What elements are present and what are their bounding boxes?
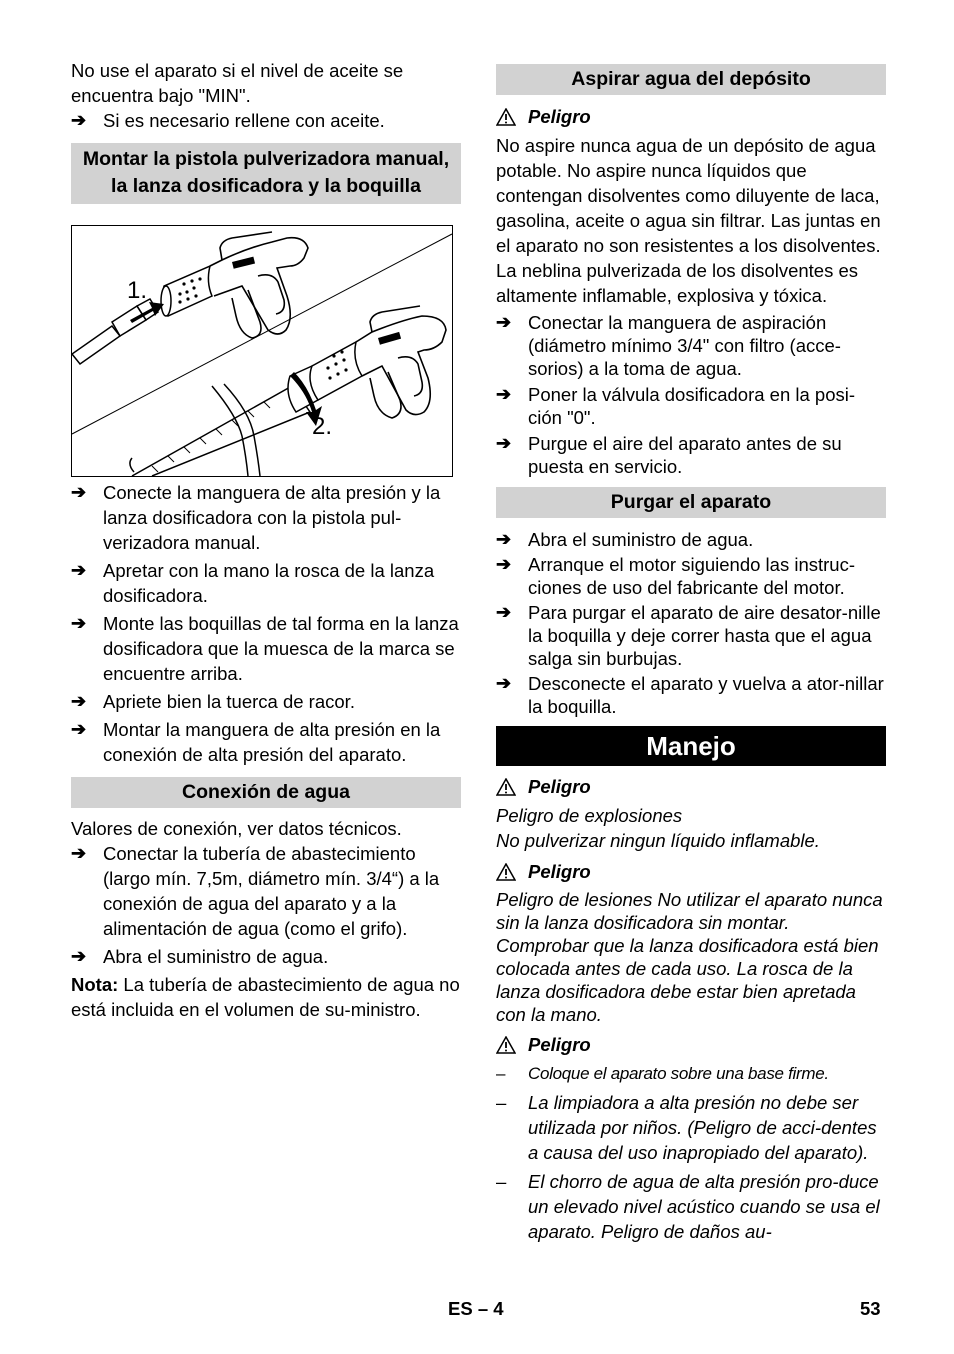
danger-heading: Peligro <box>496 859 886 884</box>
arrow-icon: ➔ <box>71 946 87 966</box>
danger-heading: Peligro <box>496 774 886 799</box>
connection-values-text: Valores de conexión, ver datos técnicos. <box>71 818 402 839</box>
list-item: ➔ Apretar con la mano la rosca de la lanza dosificadora. <box>71 560 435 606</box>
arrow-icon: ➔ <box>71 719 87 739</box>
explosion-warning-text: Peligro de explosiones No pulverizar ningun líquido inflamable. <box>496 805 820 851</box>
list-item: ➔ Purgue el aire del aparato antes de su puesta en servicio. <box>496 433 842 477</box>
arrow-icon: ➔ <box>496 529 512 549</box>
list-item: – El chorro de agua de alta presión pro-duce un elevado nivel acústico cuando se usa el aparato. Peligro de daños au- <box>496 1171 880 1242</box>
arrow-icon: ➔ <box>71 560 87 580</box>
list-item: ➔ Monte las boquillas de tal forma en la lanza dosificadora que la muesca de la marca se encuentre arriba. <box>71 613 459 684</box>
section-heading-mount: Montar la pistola pulverizadora manual, la lanza dosificadora y la boquilla <box>71 143 461 204</box>
arrow-icon: ➔ <box>71 482 87 502</box>
oil-level-text: No use el aparato si el nivel de aceite se encuentra bajo "MIN". <box>71 60 404 106</box>
right-column <box>496 64 886 1244</box>
danger-heading: Peligro <box>496 104 886 129</box>
refill-oil-bullet: ➔ Si es necesario rellene con aceite. <box>71 110 385 131</box>
list-item: ➔ Conecte la manguera de alta presión y la lanza dosificadora con la pistola pul-verizadora manual. <box>71 482 441 553</box>
section-heading-suction: Aspirar agua del depósito <box>496 64 886 95</box>
note-paragraph: Nota: La tubería de abastecimiento de agua no está incluida en el volumen de su-ministro. <box>71 974 460 1020</box>
arrow-icon: ➔ <box>71 691 87 711</box>
arrow-icon: ➔ <box>496 384 512 404</box>
list-item: ➔ Abra el suministro de agua. <box>71 946 329 967</box>
suction-warning-text: No aspire nunca agua de un depósito de agua potable. No aspire nunca líquidos que contengan disolventes como diluyente de laca, gasolina, aceite o agua sin filtrar. Las juntas en el aparato no son resistentes a los disolventes. La neblina pulverizada de los disolventes es altamente inflamable, explosiva y tóxica. <box>496 135 881 306</box>
list-item: ➔ Montar la manguera de alta presión en la conexión de alta presión del aparato. <box>71 719 441 765</box>
danger-heading: Peligro <box>496 1032 886 1057</box>
spray-gun-illustration <box>72 226 452 476</box>
arrow-icon: ➔ <box>496 673 512 693</box>
footer-section-label: ES – 4 <box>448 1298 504 1319</box>
list-item: ➔ Arranque el motor siguiendo las instruc-ciones de uso del fabricante del motor. <box>496 554 855 598</box>
left-column <box>71 58 461 1022</box>
list-item: – Coloque el aparato sobre una base firme. <box>496 1064 829 1083</box>
note-label: Nota: <box>71 974 119 995</box>
list-item: ➔ Conectar la tubería de abastecimiento (largo mín. 7,5m, diámetro mín. 3/4“) a la conexión de agua del aparato y a la alimentación de agua (como el grifo). <box>71 843 440 939</box>
warning-triangle-icon <box>496 863 516 881</box>
section-heading-purge: Purgar el aparato <box>496 487 886 518</box>
list-item: ➔ Para purgar el aparato de aire desator-nille la boquilla y deje correr hasta que el agua salga sin burbujas. <box>496 602 881 669</box>
warning-triangle-icon <box>496 778 516 796</box>
arrow-icon: ➔ <box>71 613 87 633</box>
warning-triangle-icon <box>496 108 516 126</box>
arrow-icon: ➔ <box>496 312 512 332</box>
list-item: ➔ Conectar la manguera de aspiración (diámetro mínimo 3/4" con filtro (acce-sorios) a la toma de agua. <box>496 312 841 379</box>
list-item: ➔ Apriete bien la tuerca de racor. <box>71 691 355 712</box>
warning-triangle-icon <box>496 1036 516 1054</box>
arrow-icon: ➔ <box>496 433 512 453</box>
list-item: ➔ Poner la válvula dosificadora en la posi-ción "0". <box>496 384 856 428</box>
arrow-icon: ➔ <box>71 843 87 863</box>
step-1-label: 1. <box>127 277 148 304</box>
injury-warning-text: Peligro de lesiones No utilizar el aparato nunca sin la lanza dosificadora sin montar. Comprobar que la lanza dosificadora está bien colocada antes de cada uso. La rosca de la lanza dosificadora debe estar bien apretada con la mano. <box>496 889 883 1025</box>
list-item: ➔ Abra el suministro de agua. <box>496 529 754 550</box>
step-2-label: 2. <box>312 413 333 440</box>
arrow-icon: ➔ <box>496 602 512 622</box>
chapter-heading-operation: Manejo <box>496 726 886 766</box>
list-item: ➔ Desconecte el aparato y vuelva a ator-nillar la boquilla. <box>496 673 884 717</box>
page-number: 53 <box>860 1298 881 1319</box>
arrow-icon: ➔ <box>71 110 87 130</box>
list-item: – La limpiadora a alta presión no debe ser utilizada por niños. (Peligro de acci-dentes a causa del uso inapropiado del aparato). <box>496 1092 877 1163</box>
mount-steps-list <box>71 480 461 767</box>
section-heading-water-connection: Conexión de agua <box>71 777 461 808</box>
purge-steps-list <box>496 528 886 718</box>
spray-gun-assembly-figure <box>71 225 453 477</box>
arrow-icon: ➔ <box>496 554 512 574</box>
